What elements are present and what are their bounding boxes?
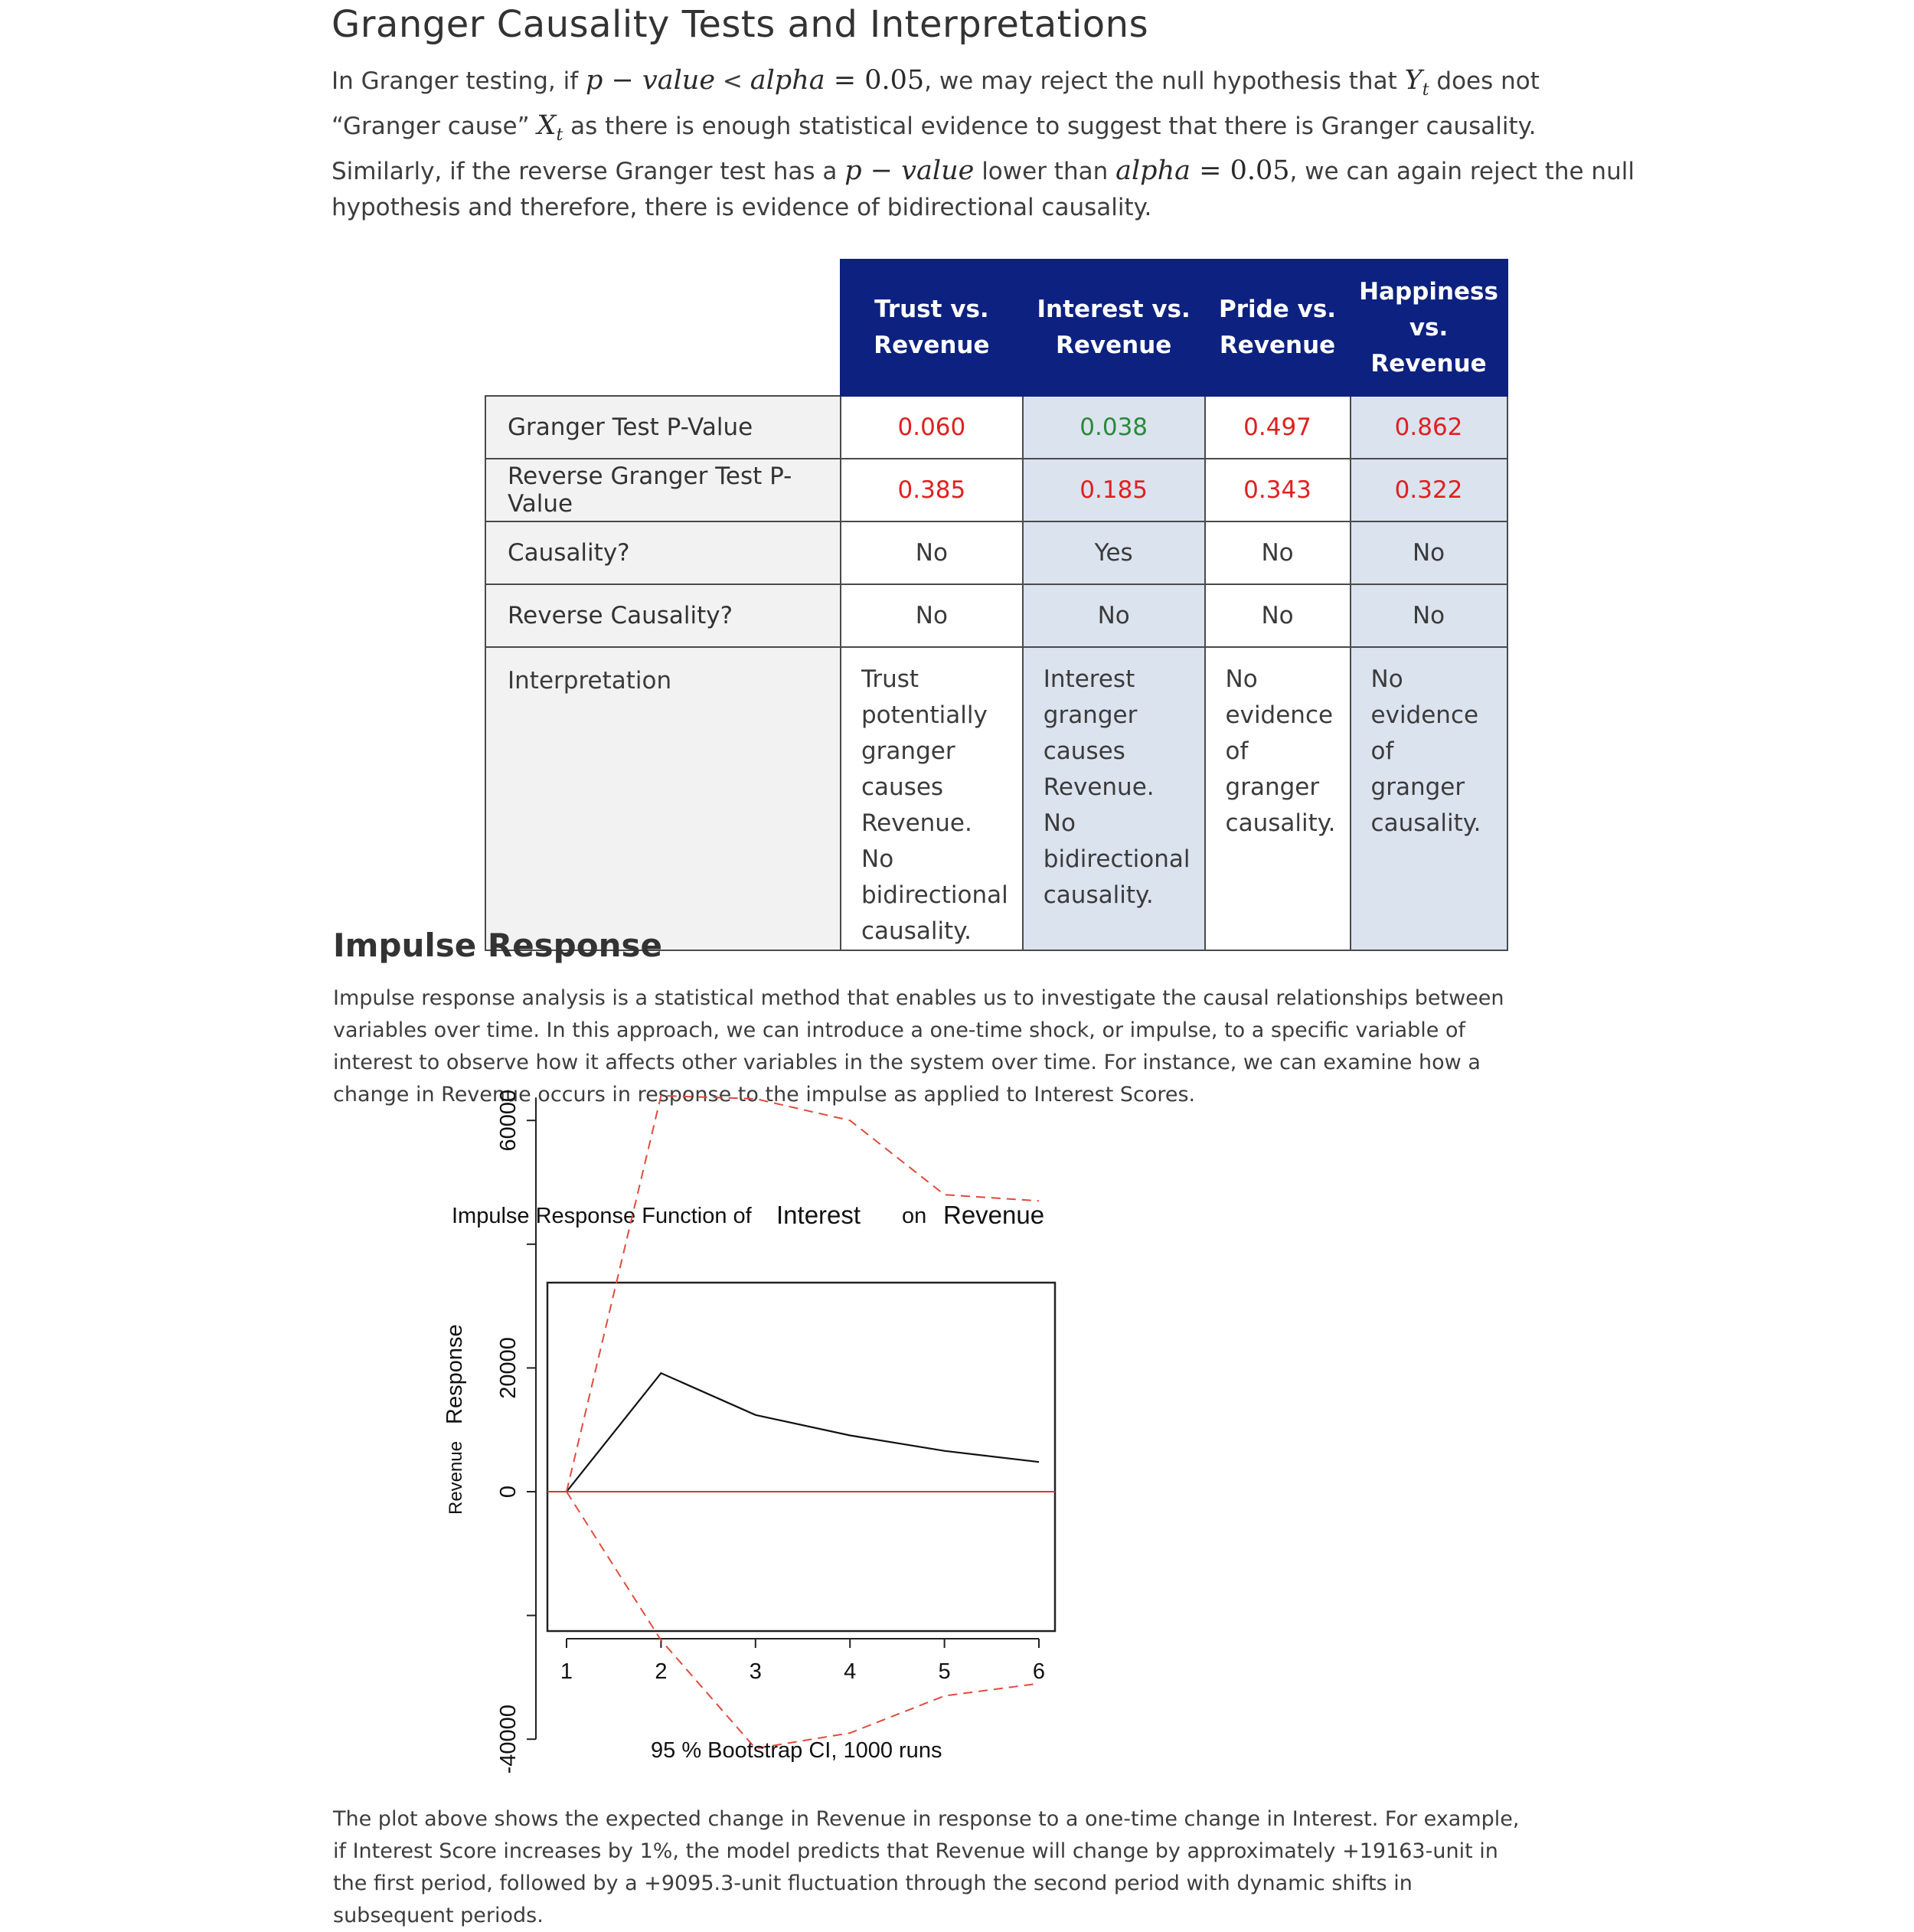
- interp-cell-interest: Interest granger causes Revenue. No bidirectional causality.: [1023, 647, 1205, 950]
- x-axis: [560, 1639, 1045, 1684]
- granger-results-table: [485, 259, 1508, 951]
- cell-value: 0.497: [1205, 396, 1351, 459]
- cell-value: 0.038: [1023, 396, 1205, 459]
- series-line-lower: [567, 1492, 1039, 1748]
- math-y-t: $Y_t$: [1404, 65, 1429, 100]
- table-row: [485, 584, 1507, 647]
- chart-title-on: on: [902, 1204, 927, 1228]
- cell-value: 0.343: [1205, 459, 1351, 521]
- text-run: as there is enough statistical evidence to suggest that there is Granger causality. Similarly, if the reverse Granger test has a: [332, 113, 1537, 185]
- x-tick-label: 4: [844, 1659, 857, 1684]
- impulse-response-paragraph: Impulse response analysis is a statistical method that enables us to investigate the causal relationships between variables over time. In this approach, we can introduce a one-time shock, or impulse, to a specific variable of interest to observe how it affects other variables in the system over time. For instance, we can examine how a change in Revenue occurs in response to the impulse as applied to Interest Scores.: [333, 986, 1504, 1107]
- cell-value: 0.060: [841, 396, 1023, 459]
- chart-title-prefix: Impulse Response Function of: [452, 1204, 752, 1228]
- text-run: does not “Granger cause”: [332, 67, 1540, 140]
- series-group: [567, 1096, 1039, 1748]
- x-tick-label: 6: [1032, 1659, 1046, 1684]
- cell-value: 0.862: [1351, 396, 1507, 459]
- section-title-granger: Granger Causality Tests and Interpretations: [332, 3, 1149, 46]
- y-axis-label-revenue: Revenue: [446, 1440, 466, 1515]
- row-label: Reverse Granger Test P-Value: [485, 459, 841, 521]
- header-happiness-vs-revenue: Happiness vs. Revenue: [1351, 260, 1507, 396]
- chart-title-impulse: Interest: [776, 1201, 861, 1229]
- header-interest-vs-revenue: Interest vs. Revenue: [1023, 260, 1205, 396]
- section-title-impulse-response: Impulse Response: [333, 927, 662, 964]
- text-lt: <: [715, 67, 750, 95]
- row-label: Interpretation: [485, 647, 841, 950]
- interpretation-paragraph: The plot above shows the expected change in Revenue in response to a one-time change in Interest. For example, if Interest Score increases by 1%, the model predicts that Revenue will change by approximately +19163-unit in the first period, followed by a +9095.3-unit fluctuation through the second period with dynamic shifts in subsequent periods.: [333, 1807, 1520, 1927]
- math-x-t: $X_t$: [537, 110, 563, 145]
- text-run: lower than: [974, 158, 1116, 185]
- series-line-irf: [567, 1373, 1039, 1492]
- cell-value: 0.385: [841, 459, 1023, 521]
- table-row: [485, 459, 1507, 521]
- cell-value: No: [1023, 584, 1205, 647]
- text-run: , we may reject the null hypothesis that: [924, 67, 1405, 95]
- series-line-upper: [567, 1096, 1039, 1492]
- interp-cell-happiness: No evidence of granger causality.: [1351, 647, 1507, 950]
- granger-intro-paragraph: [332, 63, 1648, 226]
- y-tick-label: 60000: [496, 1089, 521, 1152]
- math-alpha-2: alpha = 0.05: [1115, 155, 1290, 186]
- plot-frame: [547, 1283, 1055, 1631]
- row-label: Causality?: [485, 521, 841, 584]
- chart-title-response: Revenue: [943, 1201, 1045, 1229]
- header-pride-vs-revenue: Pride vs. Revenue: [1205, 260, 1351, 396]
- x-tick-label: 2: [655, 1659, 668, 1684]
- text-run: In Granger testing, if: [332, 67, 586, 95]
- math-p-value-2: p − value: [844, 155, 975, 186]
- cell-value: No: [841, 521, 1023, 584]
- cell-value: 0.185: [1023, 459, 1205, 521]
- interp-cell-pride: No evidence of granger causality.: [1205, 647, 1351, 950]
- row-label: Reverse Causality?: [485, 584, 841, 647]
- x-tick-label: 5: [938, 1659, 951, 1684]
- table-row-interpretation: [485, 647, 1507, 950]
- y-tick-label: 20000: [496, 1337, 521, 1399]
- cell-value: No: [841, 584, 1023, 647]
- cell-value: Yes: [1023, 521, 1205, 584]
- cell-value: No: [1205, 521, 1351, 584]
- header-trust-vs-revenue: Trust vs. Revenue: [841, 260, 1023, 396]
- row-label: Granger Test P-Value: [485, 396, 841, 459]
- y-axis: [496, 1090, 536, 1773]
- table-corner: [485, 260, 841, 396]
- cell-value: No: [1351, 521, 1507, 584]
- y-tick-label: 0: [496, 1485, 521, 1499]
- table-row: [485, 396, 1507, 459]
- y-tick-label: -40000: [496, 1705, 521, 1774]
- math-p-value: p − value: [585, 65, 716, 96]
- interp-cell-trust: Trust potentially granger causes Revenue. No bidirectional causality.: [841, 647, 1023, 950]
- table-row: [485, 521, 1507, 584]
- cell-value: No: [1205, 584, 1351, 647]
- cell-value: No: [1351, 584, 1507, 647]
- y-axis-label-response: Response: [443, 1324, 467, 1424]
- cell-value: 0.322: [1351, 459, 1507, 521]
- x-tick-label: 1: [560, 1659, 573, 1684]
- chart-caption: 95 % Bootstrap CI, 1000 runs: [651, 1738, 942, 1763]
- x-tick-label: 3: [749, 1659, 762, 1684]
- math-alpha: alpha = 0.05: [750, 65, 925, 96]
- text-run: , we can again reject the null hypothesis and therefore, there is evidence of bidirectional causality.: [332, 158, 1635, 221]
